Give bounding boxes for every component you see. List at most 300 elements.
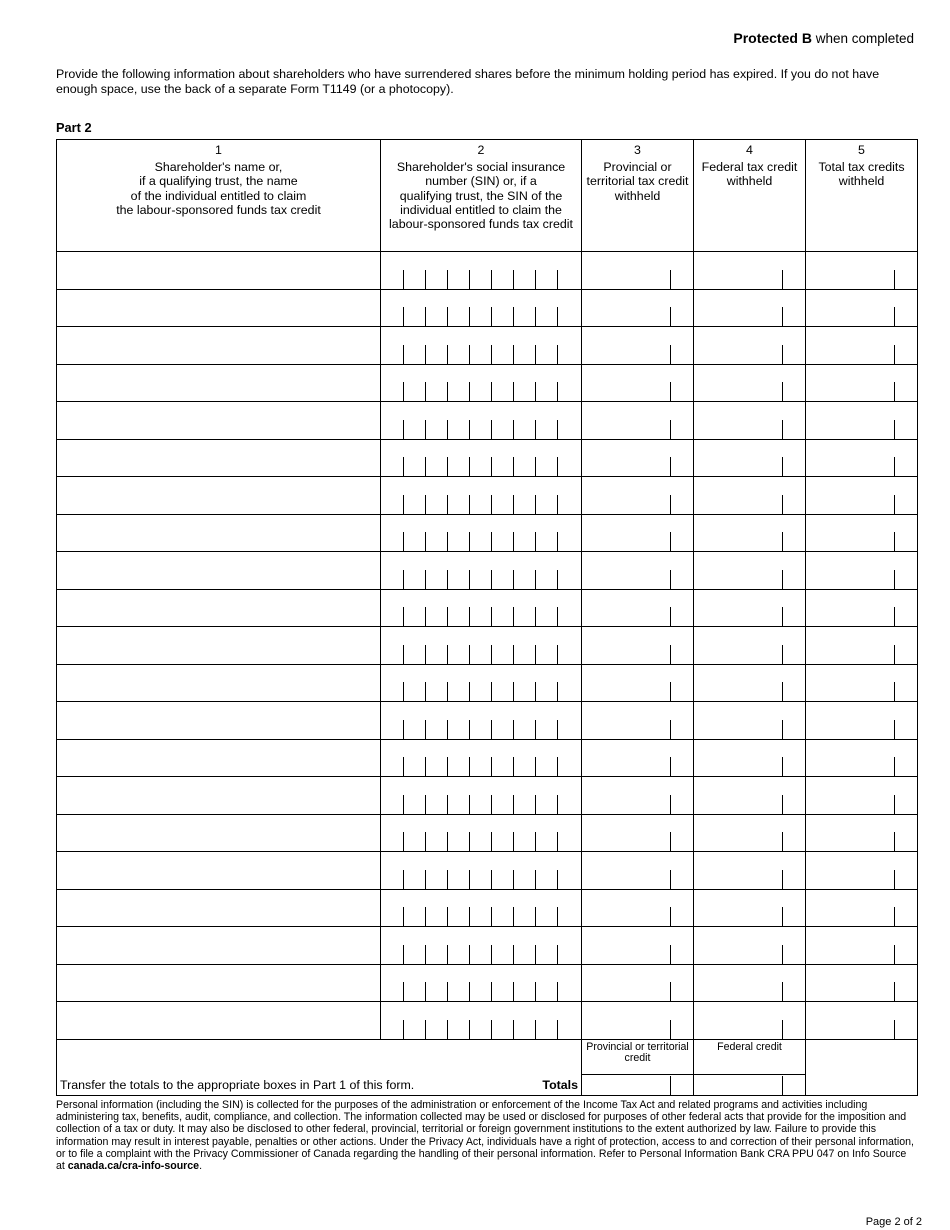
sin-digit-divider — [403, 607, 404, 626]
cents-divider — [894, 1020, 895, 1039]
sin-field[interactable] — [381, 927, 582, 965]
sin-digit-divider — [557, 457, 558, 476]
totals-empty-cell — [806, 1039, 918, 1095]
federal-credit-field[interactable] — [694, 477, 806, 515]
cents-divider — [670, 682, 671, 701]
sin-digit-divider — [557, 720, 558, 739]
cents-divider — [782, 270, 783, 289]
total-credit-field[interactable] — [806, 627, 918, 665]
federal-credit-field[interactable] — [694, 814, 806, 852]
column-number: 1 — [215, 143, 222, 157]
sin-field[interactable] — [381, 402, 582, 440]
shareholder-name-field[interactable] — [57, 927, 381, 965]
sin-digit-divider — [425, 645, 426, 664]
totals-label-cell — [57, 1039, 582, 1095]
sin-digit-divider — [491, 420, 492, 439]
table-row — [57, 777, 918, 815]
sin-field[interactable] — [381, 852, 582, 890]
sin-digit-divider — [403, 270, 404, 289]
sin-digit-divider — [535, 457, 536, 476]
federal-credit-field[interactable] — [694, 402, 806, 440]
sin-digit-divider — [403, 382, 404, 401]
federal-credit-field[interactable] — [694, 739, 806, 777]
sin-digit-divider — [491, 495, 492, 514]
total-credit-field[interactable] — [806, 852, 918, 890]
sin-field[interactable] — [381, 477, 582, 515]
sin-digit-divider — [425, 907, 426, 926]
sin-digit-divider — [557, 495, 558, 514]
sin-field[interactable] — [381, 252, 582, 290]
sin-digit-divider — [425, 270, 426, 289]
cents-divider — [894, 757, 895, 776]
sin-digit-divider — [425, 532, 426, 551]
sin-field[interactable] — [381, 664, 582, 702]
provincial-credit-field[interactable] — [582, 664, 694, 702]
cents-divider — [782, 870, 783, 889]
shareholder-name-field[interactable] — [57, 252, 381, 290]
table-row — [57, 252, 918, 290]
cents-divider — [782, 495, 783, 514]
shareholder-name-field[interactable] — [57, 477, 381, 515]
sin-digit-divider — [425, 382, 426, 401]
cents-divider — [894, 570, 895, 589]
cents-divider — [894, 457, 895, 476]
provincial-total-field[interactable] — [582, 1074, 693, 1095]
shareholder-name-field[interactable] — [57, 439, 381, 477]
provincial-total-cell — [582, 1039, 694, 1095]
federal-credit-field[interactable] — [694, 252, 806, 290]
shareholder-name-field[interactable] — [57, 664, 381, 702]
provincial-credit-field[interactable] — [582, 402, 694, 440]
sin-digit-divider — [447, 1020, 448, 1039]
cents-divider — [670, 345, 671, 364]
total-credit-field[interactable] — [806, 964, 918, 1002]
sin-digit-divider — [557, 345, 558, 364]
federal-credit-field[interactable] — [694, 964, 806, 1002]
provincial-credit-label: Provincial or territorial credit — [586, 1040, 689, 1064]
cents-divider — [782, 420, 783, 439]
shareholder-name-field[interactable] — [57, 889, 381, 927]
sin-digit-divider — [491, 532, 492, 551]
provincial-credit-field[interactable] — [582, 439, 694, 477]
sin-digit-divider — [403, 570, 404, 589]
provincial-credit-field[interactable] — [582, 927, 694, 965]
sin-digit-divider — [513, 345, 514, 364]
federal-credit-field[interactable] — [694, 514, 806, 552]
sin-field[interactable] — [381, 702, 582, 740]
protection-status — [733, 30, 914, 46]
shareholder-name-field[interactable] — [57, 964, 381, 1002]
table-row — [57, 477, 918, 515]
cents-divider — [894, 495, 895, 514]
total-credit-field[interactable] — [806, 439, 918, 477]
shareholder-name-field[interactable] — [57, 627, 381, 665]
sin-digit-divider — [535, 495, 536, 514]
sin-digit-divider — [557, 795, 558, 814]
sin-digit-divider — [447, 570, 448, 589]
sin-digit-divider — [469, 870, 470, 889]
sin-digit-divider — [447, 607, 448, 626]
privacy-end: . — [199, 1160, 203, 1173]
total-credit-field[interactable] — [806, 739, 918, 777]
cents-divider — [670, 945, 671, 964]
column-number: 5 — [858, 143, 865, 157]
sin-digit-divider — [557, 270, 558, 289]
sin-digit-divider — [491, 832, 492, 851]
sin-digit-divider — [491, 570, 492, 589]
cents-divider — [782, 382, 783, 401]
sin-digit-divider — [491, 457, 492, 476]
total-credit-field[interactable] — [806, 814, 918, 852]
federal-credit-field[interactable] — [694, 702, 806, 740]
cents-divider — [782, 907, 783, 926]
sin-digit-divider — [447, 907, 448, 926]
shareholder-name-field[interactable] — [57, 777, 381, 815]
total-credit-field[interactable] — [806, 552, 918, 590]
provincial-credit-field[interactable] — [582, 739, 694, 777]
federal-credit-field[interactable] — [694, 439, 806, 477]
table-row — [57, 927, 918, 965]
sin-digit-divider — [447, 945, 448, 964]
sin-field[interactable] — [381, 439, 582, 477]
cents-divider — [894, 682, 895, 701]
cents-divider — [670, 720, 671, 739]
sin-digit-divider — [447, 757, 448, 776]
table-row — [57, 964, 918, 1002]
total-credit-field[interactable] — [806, 589, 918, 627]
federal-credit-field[interactable] — [694, 852, 806, 890]
sin-digit-divider — [557, 420, 558, 439]
cents-divider — [670, 795, 671, 814]
total-credit-field[interactable] — [806, 1002, 918, 1040]
federal-credit-field[interactable] — [694, 889, 806, 927]
total-credit-field[interactable] — [806, 289, 918, 327]
total-credit-field[interactable] — [806, 364, 918, 402]
provincial-credit-field[interactable] — [582, 552, 694, 590]
sin-digit-divider — [425, 457, 426, 476]
sin-digit-divider — [513, 382, 514, 401]
cents-divider — [782, 982, 783, 1001]
table-row — [57, 739, 918, 777]
total-credit-field[interactable] — [806, 327, 918, 365]
sin-digit-divider — [535, 382, 536, 401]
sin-digit-divider — [447, 307, 448, 326]
cents-divider — [670, 270, 671, 289]
sin-digit-divider — [447, 270, 448, 289]
column-header-total — [806, 140, 918, 252]
provincial-credit-field[interactable] — [582, 889, 694, 927]
sin-digit-divider — [491, 907, 492, 926]
sin-digit-divider — [491, 1020, 492, 1039]
sin-field[interactable] — [381, 777, 582, 815]
sin-digit-divider — [491, 795, 492, 814]
sin-digit-divider — [557, 570, 558, 589]
part-title: Part 2 — [56, 120, 92, 135]
protected-suffix: when completed — [811, 31, 914, 46]
sin-digit-divider — [403, 682, 404, 701]
provincial-credit-field[interactable] — [582, 327, 694, 365]
sin-digit-divider — [403, 832, 404, 851]
federal-credit-field[interactable] — [694, 364, 806, 402]
sin-field[interactable] — [381, 589, 582, 627]
sin-digit-divider — [425, 757, 426, 776]
column-number: 3 — [634, 143, 641, 157]
cents-divider — [782, 345, 783, 364]
cents-divider — [894, 907, 895, 926]
column-header-name — [57, 140, 381, 252]
totals-instruction: Transfer the totals to the appropriate boxes in Part 1 of this form. — [60, 1077, 415, 1092]
sin-digit-divider — [469, 795, 470, 814]
shareholder-name-field[interactable] — [57, 552, 381, 590]
provincial-credit-field[interactable] — [582, 702, 694, 740]
sin-digit-divider — [491, 382, 492, 401]
sin-digit-divider — [469, 532, 470, 551]
table-row — [57, 327, 918, 365]
provincial-credit-field[interactable] — [582, 289, 694, 327]
page-number: Page 2 of 2 — [865, 1216, 922, 1228]
provincial-credit-field[interactable] — [582, 514, 694, 552]
shareholder-name-field[interactable] — [57, 402, 381, 440]
sin-digit-divider — [491, 720, 492, 739]
sin-field[interactable] — [381, 889, 582, 927]
federal-credit-field[interactable] — [694, 627, 806, 665]
cents-divider — [670, 570, 671, 589]
total-credit-field[interactable] — [806, 252, 918, 290]
sin-digit-divider — [491, 345, 492, 364]
sin-digit-divider — [425, 307, 426, 326]
cents-divider — [670, 307, 671, 326]
intro-text: Provide the following information about shareholders who have surrendered shares before the minimum holding period has expired. If you do not have enough space, use the back of a separate Form T1149 (or a photocopy). — [56, 67, 880, 96]
sin-field[interactable] — [381, 964, 582, 1002]
sin-digit-divider — [557, 907, 558, 926]
sin-digit-divider — [513, 757, 514, 776]
sin-digit-divider — [557, 870, 558, 889]
sin-digit-divider — [469, 982, 470, 1001]
sin-field[interactable] — [381, 814, 582, 852]
sin-digit-divider — [513, 982, 514, 1001]
provincial-credit-field[interactable] — [582, 627, 694, 665]
cents-divider — [670, 645, 671, 664]
column-header-sin — [381, 140, 582, 252]
sin-digit-divider — [491, 307, 492, 326]
cents-divider — [782, 945, 783, 964]
shareholder-name-field[interactable] — [57, 364, 381, 402]
provincial-credit-field[interactable] — [582, 477, 694, 515]
shareholder-name-field[interactable] — [57, 814, 381, 852]
sin-digit-divider — [447, 420, 448, 439]
sin-field[interactable] — [381, 1002, 582, 1040]
sin-digit-divider — [469, 757, 470, 776]
cents-divider — [894, 607, 895, 626]
shareholder-name-field[interactable] — [57, 702, 381, 740]
info-source-link[interactable]: canada.ca/cra-info-source — [67, 1160, 200, 1173]
cents-divider — [894, 720, 895, 739]
shareholder-name-field[interactable] — [57, 852, 381, 890]
cents-divider — [894, 945, 895, 964]
sin-digit-divider — [557, 382, 558, 401]
sin-digit-divider — [469, 945, 470, 964]
sin-digit-divider — [447, 382, 448, 401]
sin-digit-divider — [535, 532, 536, 551]
sin-digit-divider — [535, 907, 536, 926]
sin-digit-divider — [425, 345, 426, 364]
sin-digit-divider — [513, 607, 514, 626]
column-number: 4 — [746, 143, 753, 157]
total-credit-field[interactable] — [806, 664, 918, 702]
shareholder-name-field[interactable] — [57, 739, 381, 777]
table-row — [57, 889, 918, 927]
cents-divider — [782, 532, 783, 551]
sin-digit-divider — [557, 982, 558, 1001]
column-title: Total tax credits withheld — [818, 160, 905, 189]
federal-credit-field[interactable] — [694, 552, 806, 590]
sin-digit-divider — [403, 982, 404, 1001]
total-credit-field[interactable] — [806, 777, 918, 815]
total-credit-field[interactable] — [806, 889, 918, 927]
sin-digit-divider — [513, 945, 514, 964]
sin-digit-divider — [403, 720, 404, 739]
sin-digit-divider — [535, 570, 536, 589]
cents-divider — [782, 757, 783, 776]
cents-divider — [670, 420, 671, 439]
table-row — [57, 552, 918, 590]
sin-digit-divider — [535, 420, 536, 439]
federal-credit-field[interactable] — [694, 664, 806, 702]
sin-digit-divider — [403, 307, 404, 326]
sin-digit-divider — [403, 420, 404, 439]
sin-digit-divider — [425, 945, 426, 964]
total-credit-field[interactable] — [806, 927, 918, 965]
totals-label: Totals — [542, 1077, 578, 1092]
federal-total-field[interactable] — [694, 1074, 805, 1095]
federal-credit-field[interactable] — [694, 589, 806, 627]
sin-digit-divider — [447, 870, 448, 889]
sin-field[interactable] — [381, 514, 582, 552]
provincial-credit-field[interactable] — [582, 252, 694, 290]
column-title: Provincial or territorial tax credit withheld — [586, 160, 689, 203]
provincial-credit-field[interactable] — [582, 777, 694, 815]
table-header-row — [57, 140, 918, 252]
sin-digit-divider — [425, 607, 426, 626]
sin-digit-divider — [535, 870, 536, 889]
total-credit-field[interactable] — [806, 402, 918, 440]
sin-digit-divider — [425, 832, 426, 851]
sin-digit-divider — [535, 682, 536, 701]
sin-digit-divider — [535, 982, 536, 1001]
sin-digit-divider — [535, 832, 536, 851]
shareholder-name-field[interactable] — [57, 514, 381, 552]
shareholder-name-field[interactable] — [57, 327, 381, 365]
provincial-credit-field[interactable] — [582, 964, 694, 1002]
cents-divider — [894, 870, 895, 889]
total-credit-field[interactable] — [806, 514, 918, 552]
provincial-credit-field[interactable] — [582, 814, 694, 852]
provincial-credit-field[interactable] — [582, 589, 694, 627]
sin-digit-divider — [491, 757, 492, 776]
provincial-credit-field[interactable] — [582, 364, 694, 402]
cents-divider — [894, 532, 895, 551]
sin-field[interactable] — [381, 627, 582, 665]
sin-digit-divider — [513, 682, 514, 701]
sin-digit-divider — [469, 270, 470, 289]
sin-digit-divider — [403, 532, 404, 551]
sin-digit-divider — [491, 607, 492, 626]
shareholder-name-field[interactable] — [57, 289, 381, 327]
table-row — [57, 402, 918, 440]
sin-digit-divider — [513, 1020, 514, 1039]
table-row — [57, 1002, 918, 1040]
cents-divider — [782, 795, 783, 814]
federal-credit-field[interactable] — [694, 927, 806, 965]
sin-field[interactable] — [381, 364, 582, 402]
sin-field[interactable] — [381, 552, 582, 590]
sin-digit-divider — [425, 682, 426, 701]
cents-divider — [670, 607, 671, 626]
table-row — [57, 664, 918, 702]
table-row — [57, 814, 918, 852]
table-row — [57, 589, 918, 627]
sin-field[interactable] — [381, 327, 582, 365]
cents-divider — [782, 720, 783, 739]
sin-digit-divider — [447, 682, 448, 701]
table-row — [57, 702, 918, 740]
provincial-credit-field[interactable] — [582, 852, 694, 890]
federal-credit-field[interactable] — [694, 1002, 806, 1040]
sin-digit-divider — [491, 870, 492, 889]
cents-divider — [782, 607, 783, 626]
sin-digit-divider — [469, 307, 470, 326]
sin-digit-divider — [403, 795, 404, 814]
cents-divider — [782, 1020, 783, 1039]
sin-digit-divider — [491, 982, 492, 1001]
cents-divider — [782, 682, 783, 701]
cents-divider — [782, 570, 783, 589]
cents-divider — [670, 982, 671, 1001]
sin-digit-divider — [513, 570, 514, 589]
sin-digit-divider — [491, 270, 492, 289]
sin-digit-divider — [557, 757, 558, 776]
cents-divider — [894, 345, 895, 364]
sin-digit-divider — [491, 645, 492, 664]
sin-digit-divider — [469, 382, 470, 401]
sin-digit-divider — [513, 495, 514, 514]
total-credit-field[interactable] — [806, 702, 918, 740]
sin-field[interactable] — [381, 289, 582, 327]
table-row — [57, 439, 918, 477]
federal-credit-field[interactable] — [694, 327, 806, 365]
sin-digit-divider — [557, 682, 558, 701]
sin-digit-divider — [447, 795, 448, 814]
sin-digit-divider — [535, 270, 536, 289]
federal-credit-field[interactable] — [694, 289, 806, 327]
cents-divider — [782, 457, 783, 476]
federal-credit-field[interactable] — [694, 777, 806, 815]
table-row — [57, 627, 918, 665]
sin-digit-divider — [403, 495, 404, 514]
sin-digit-divider — [447, 457, 448, 476]
total-credit-field[interactable] — [806, 477, 918, 515]
shareholder-name-field[interactable] — [57, 589, 381, 627]
cents-divider — [670, 832, 671, 851]
cents-divider — [782, 832, 783, 851]
sin-digit-divider — [557, 645, 558, 664]
cents-divider — [782, 307, 783, 326]
cents-divider — [894, 832, 895, 851]
sin-field[interactable] — [381, 739, 582, 777]
provincial-credit-field[interactable] — [582, 1002, 694, 1040]
sin-digit-divider — [469, 345, 470, 364]
shareholder-name-field[interactable] — [57, 1002, 381, 1040]
